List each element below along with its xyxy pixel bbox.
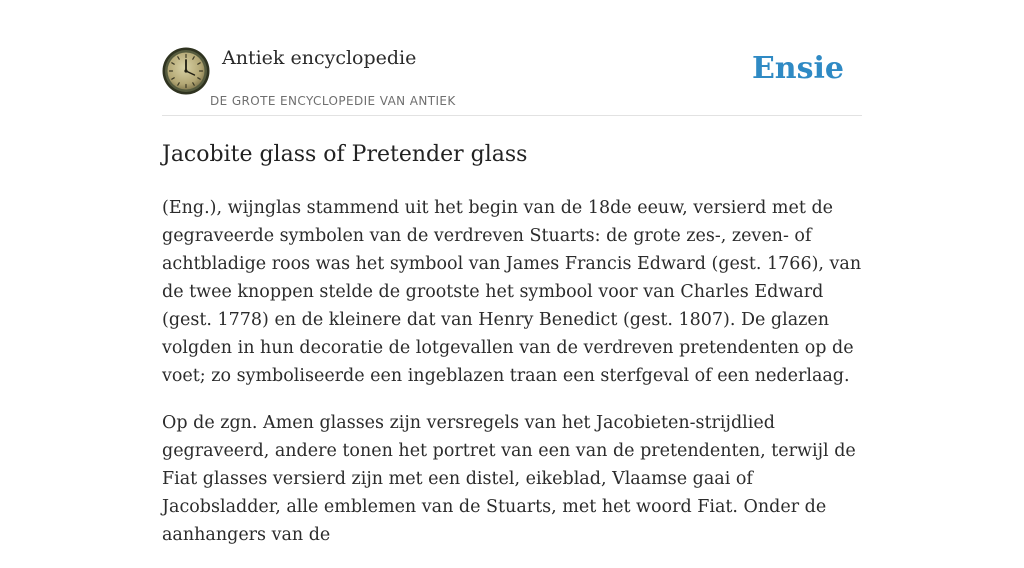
site-header: [162, 0, 862, 116]
article-paragraph: Op de zgn. Amen glasses zijn versregels van het Jacobieten-strijdlied gegraveerd, andere tonen het portret van een van de pretendenten, terwijl de Fiat glasses versierd zijn met een distel, eikeblad, Vlaamse gaai of Jacobsladder, alle emblemen van de Stuarts, met het woord Fiat. Onder de aanhangers van de: [162, 413, 856, 545]
site-title-link[interactable]: Antiek encyclopedie: [222, 47, 417, 69]
article-title: Jacobite glass of Pretender glass: [162, 142, 528, 167]
article-paragraph: (Eng.), wijnglas stammend uit het begin van de 18de eeuw, versierd met de gegraveerde symbolen van de verdreven Stuarts: de grote zes-, zeven- of achtbladige roos was het symbool van James Francis Edward (gest. 1766), van de twee knoppen stelde de grootste het symbool voor van Charles Edward (gest. 1778) en de kleinere dat van Henry Benedict (gest. 1807). De glazen volgden in hun decoratie de lotgevallen van de verdreven pretendenten op de voet; zo symboliseerde een ingeblazen traan een sterfgeval of een nederlaag.: [162, 198, 862, 386]
site-subtitle: DE GROTE ENCYCLOPEDIE VAN ANTIEK: [210, 94, 456, 108]
ensie-brand-link[interactable]: Ensie: [751, 51, 844, 86]
article-content: [162, 140, 862, 568]
antique-clock-icon[interactable]: [162, 47, 210, 95]
